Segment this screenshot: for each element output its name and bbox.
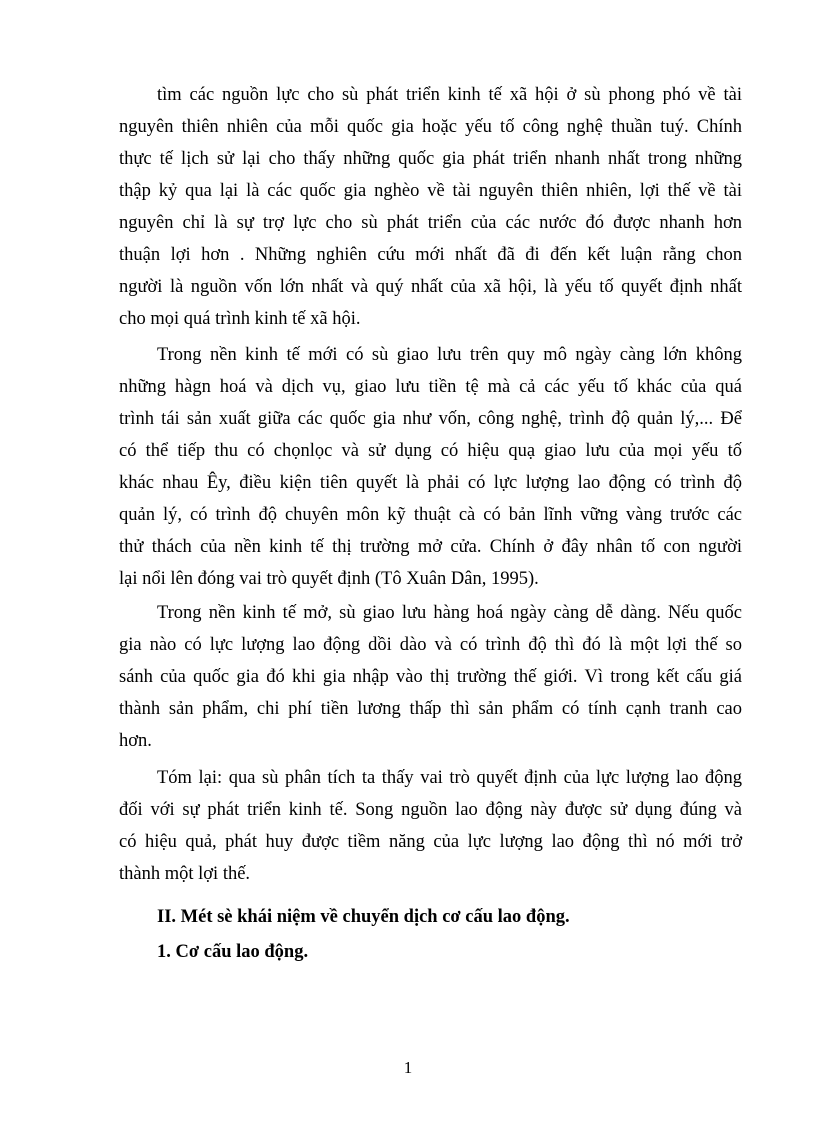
text-line: lại nổi lên đóng vai trò quyết định (Tô Xuân Dân, 1995). xyxy=(119,569,539,589)
text-line: sánh của quốc gia đó khi gia nhập vào thị trường thế giới. Vì trong kết cấu giá xyxy=(119,667,742,687)
text-line: người là nguồn vốn lớn nhất và quý nhất của xã hội, là yếu tố quyết định nhất xyxy=(119,277,742,297)
text-line: Tóm lại: qua sù phân tích ta thấy vai trò quyết định của lực lượng lao động xyxy=(157,768,742,788)
text-line: khác nhau Êy, điều kiện tiên quyết là phải có lực lượng lao động có trình độ xyxy=(119,473,742,493)
text-line: Trong nền kinh tế mở, sù giao lưu hàng hoá ngày càng dễ dàng. Nếu quốc xyxy=(157,603,742,623)
text-line: gia nào có lực lượng lao động dồi dào và có trình độ thì đó là một lợi thế so xyxy=(119,635,742,655)
text-line: trình tái sản xuất giữa các quốc gia như vốn, công nghệ, trình độ quản lý,... Để xyxy=(119,409,742,429)
text-line: thử thách của nền kinh tế thị trường mở cửa. Chính ở đây nhân tố con người xyxy=(119,537,742,557)
paragraph-1 xyxy=(119,79,742,335)
text-line: Trong nền kinh tế mới có sù giao lưu trên quy mô ngày càng lớn không xyxy=(157,345,742,365)
text-line: có thể tiếp thu có chọnlọc và sử dụng có hiệu quạ giao lưu của mọi yếu tố xyxy=(119,441,742,461)
paragraph-4 xyxy=(119,762,742,890)
text-line: thuận lợi hơn . Những nghiên cứu mới nhất đã đi đến kết luận rằng chon xyxy=(119,245,742,265)
text-line: thành một lợi thế. xyxy=(119,864,251,884)
subsection-heading: 1. Cơ cấu lao động. xyxy=(157,942,309,962)
paragraph-3 xyxy=(119,597,742,757)
paragraph-2 xyxy=(119,339,742,595)
text-line: thành sản phẩm, chi phí tiền lương thấp thì sản phẩm có tính cạnh tranh cao xyxy=(119,699,742,719)
text-line: tìm các nguồn lực cho sù phát triển kinh tế xã hội ở sù phong phó về tài xyxy=(157,85,742,105)
text-line: nguyên thiên nhiên của mỗi quốc gia hoặc yếu tố công nghệ thuần tuý. Chính xyxy=(119,117,742,137)
text-line: quản lý, có trình độ chuyên môn kỹ thuật cà có bản lĩnh vững vàng trước các xyxy=(119,505,742,525)
section-heading: II. Mét sè khái niệm về chuyển dịch cơ cấu lao động. xyxy=(157,907,570,927)
page-number: 1 xyxy=(403,1058,413,1077)
text-line: đối với sự phát triển kinh tế. Song nguồn lao động này được sử dụng đúng và xyxy=(119,800,742,820)
text-line: những hàgn hoá và dịch vụ, giao lưu tiền tệ mà cả các yếu tố khác của quá xyxy=(119,377,742,397)
text-line: thực tế lịch sử lại cho thấy những quốc gia phát triển nhanh nhất trong những xyxy=(119,149,742,169)
text-line: có hiệu quả, phát huy được tiềm năng của lực lượng lao động thì nó mới trở xyxy=(119,832,742,852)
text-line: thập kỷ qua lại là các quốc gia nghèo về tài nguyên thiên nhiên, lợi thế về tài xyxy=(119,181,742,201)
text-line: hơn. xyxy=(119,731,152,751)
text-line: cho mọi quá trình kinh tế xã hội. xyxy=(119,309,361,329)
text-line: nguyên chỉ là sự trợ lực cho sù phát triển của các nước đó được nhanh hơn xyxy=(119,213,742,233)
